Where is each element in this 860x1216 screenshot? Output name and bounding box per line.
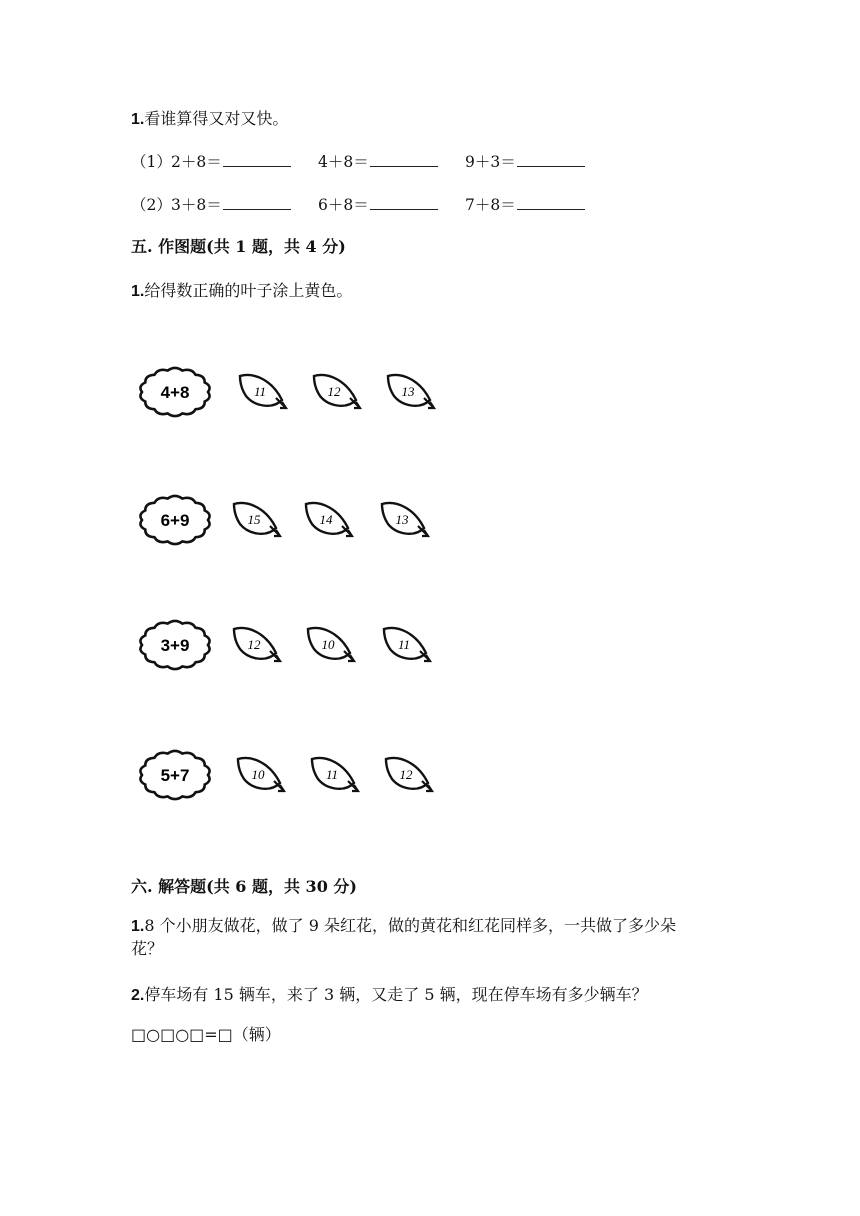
section5-q1-number: 1. xyxy=(131,283,145,300)
leaf-group-drawing xyxy=(120,480,460,560)
calc-expression: 9＋3＝ xyxy=(465,153,516,171)
calc-row-2 xyxy=(131,193,612,215)
answer-formula: □○□○□=□（辆） xyxy=(131,1025,281,1044)
leaf-number: 10 xyxy=(251,767,265,782)
leaf-option[interactable] xyxy=(386,758,432,791)
cloud-shape xyxy=(140,621,209,669)
leaf-group xyxy=(120,735,460,815)
leaf-option[interactable] xyxy=(238,758,284,791)
section5-q1 xyxy=(131,278,352,301)
section6-q1-line1: 8 个小朋友做花，做了 9 朵红花，做的黄花和红花同样多，一共做了多少朵 xyxy=(144,916,676,935)
leaf-number: 15 xyxy=(247,512,261,527)
leaf-number: 11 xyxy=(397,637,411,652)
leaf-option[interactable] xyxy=(312,758,358,791)
section6-title: 六. 解答题(共 6 题，共 30 分) xyxy=(131,877,357,896)
leaf-option[interactable] xyxy=(306,503,352,536)
cloud-expression: 4+8 xyxy=(160,383,190,402)
calc-expression: 7＋8＝ xyxy=(465,196,516,214)
calc-item xyxy=(465,193,612,215)
leaf-group xyxy=(120,605,460,685)
leaf-number: 12 xyxy=(247,637,261,652)
calc-item xyxy=(171,193,318,215)
leaf-option[interactable] xyxy=(382,503,428,536)
answer-blank[interactable] xyxy=(223,195,291,210)
calc-expression: 2＋8＝ xyxy=(171,153,222,171)
leaf-group xyxy=(120,480,460,560)
leaf-number: 11 xyxy=(253,384,267,399)
calc-expression: 6＋8＝ xyxy=(318,196,369,214)
cloud-expression: 5+7 xyxy=(160,766,190,785)
answer-blank[interactable] xyxy=(517,152,585,167)
leaf-option[interactable] xyxy=(240,375,286,408)
cloud-expression: 6+9 xyxy=(160,511,190,530)
calc-expression: 3＋8＝ xyxy=(171,196,222,214)
leaf-number: 13 xyxy=(401,384,415,399)
answer-blank[interactable] xyxy=(370,195,438,210)
leaf-group-drawing xyxy=(120,735,460,815)
leaf-number: 12 xyxy=(399,767,413,782)
leaf-number: 12 xyxy=(327,384,341,399)
section6-q2 xyxy=(131,982,648,1005)
section6-q1-line2: 花？ xyxy=(131,939,164,958)
leaf-group-drawing xyxy=(120,605,460,685)
calc-item xyxy=(318,150,465,172)
answer-blank[interactable] xyxy=(370,152,438,167)
leaf-option[interactable] xyxy=(234,503,280,536)
calc-item xyxy=(465,150,612,172)
section6-q1 xyxy=(131,915,676,960)
calc-item xyxy=(318,193,465,215)
cloud-expression: 3+9 xyxy=(160,636,190,655)
leaf-number: 11 xyxy=(325,767,339,782)
leaf-option[interactable] xyxy=(388,375,434,408)
leaf-number: 13 xyxy=(395,512,409,527)
calc-expression: 4＋8＝ xyxy=(318,153,369,171)
section5-title: 五. 作图题(共 1 题，共 4 分) xyxy=(131,237,346,256)
section6-q1-number: 1. xyxy=(131,918,145,935)
section6-q2-number: 2. xyxy=(131,987,145,1004)
calc-row-prefix: （2） xyxy=(131,196,172,214)
calc-item xyxy=(171,150,318,172)
leaf-group-drawing xyxy=(120,352,460,432)
section6-q2-text: 停车场有 15 辆车，来了 3 辆，又走了 5 辆，现在停车场有多少辆车？ xyxy=(144,985,648,1004)
leaf-option[interactable] xyxy=(234,628,280,661)
leaf-number: 10 xyxy=(321,637,335,652)
leaf-option[interactable] xyxy=(314,375,360,408)
cloud-shape xyxy=(140,751,209,799)
leaf-option[interactable] xyxy=(384,628,430,661)
q1-title: 看谁算得又对又快。 xyxy=(144,109,289,128)
answer-blank[interactable] xyxy=(223,152,291,167)
leaf-group xyxy=(120,352,460,432)
q1-heading xyxy=(131,106,288,129)
leaf-number: 14 xyxy=(319,512,333,527)
leaf-option[interactable] xyxy=(308,628,354,661)
cloud-shape xyxy=(140,368,209,416)
q1-number: 1. xyxy=(131,111,145,128)
calc-row-1 xyxy=(131,150,612,172)
cloud-shape xyxy=(140,496,209,544)
answer-blank[interactable] xyxy=(517,195,585,210)
calc-row-prefix: （1） xyxy=(131,153,172,171)
section5-q1-text: 给得数正确的叶子涂上黄色。 xyxy=(144,281,353,300)
